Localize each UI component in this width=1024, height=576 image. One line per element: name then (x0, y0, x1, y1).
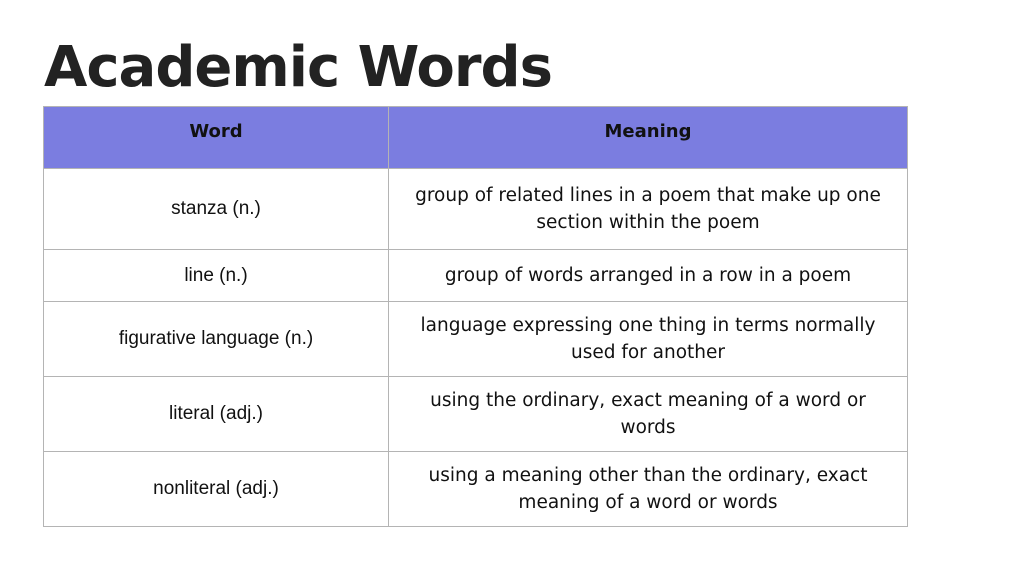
vocabulary-table (43, 106, 908, 527)
word-cell: figurative language (n.) (44, 302, 389, 377)
table-row (44, 250, 908, 302)
table-header-row (44, 107, 908, 169)
table-row (44, 452, 908, 527)
meaning-cell: using the ordinary, exact meaning of a word or words (389, 377, 908, 452)
word-cell: literal (adj.) (44, 377, 389, 452)
column-header-word: Word (44, 107, 389, 169)
page-title: Academic Words (44, 35, 552, 100)
table-row (44, 302, 908, 377)
table-row (44, 377, 908, 452)
meaning-cell: group of related lines in a poem that make up one section within the poem (389, 169, 908, 250)
meaning-cell: using a meaning other than the ordinary, exact meaning of a word or words (389, 452, 908, 527)
meaning-cell: group of words arranged in a row in a poem (389, 250, 908, 302)
word-cell: line (n.) (44, 250, 389, 302)
meaning-cell: language expressing one thing in terms normally used for another (389, 302, 908, 377)
column-header-meaning: Meaning (389, 107, 908, 169)
word-cell: stanza (n.) (44, 169, 389, 250)
table-row (44, 169, 908, 250)
word-cell: nonliteral (adj.) (44, 452, 389, 527)
